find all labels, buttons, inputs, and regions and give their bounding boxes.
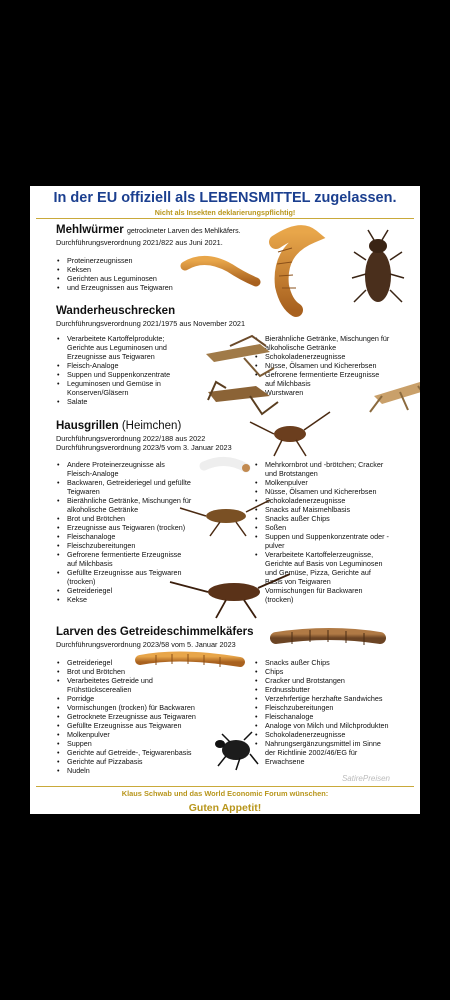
list-item: • Vormischungen (trocken) für Backwaren [56, 703, 221, 712]
list-item: • Bierähnliche Getränke, Mischungen für alkoholische Getränke [56, 496, 221, 514]
list-item: • Getrocknete Erzeugnisse aus Teigwaren [56, 712, 221, 721]
section-heading-note: getrockneter Larven des Mehlkäfers. [126, 228, 241, 235]
list-item: • Molkenpulver [254, 478, 419, 487]
list-item: • Mehrkornbrot und -brötchen; Cracker und Brotstangen [254, 460, 419, 478]
page-subtitle: Nicht als Insekten deklarierungspflichtig! [154, 208, 296, 217]
list-item: • Cracker und Brotstangen [254, 676, 419, 685]
list-item: • Andere Proteinerzeugnisse als Fleisch-Analoge [56, 460, 221, 478]
darkling-beetle-icon [352, 230, 404, 302]
locust-icon [208, 382, 278, 414]
list-item: • Brot und Brötchen [56, 514, 221, 523]
lesser-mealworm-larva-icon [140, 654, 240, 667]
list-item: • Proteinerzeugnissen [56, 256, 206, 265]
list-item: • Salate [56, 397, 216, 406]
mealworm-small-icon [185, 260, 256, 282]
watermark: SatirePreisen [341, 774, 390, 783]
section-heading-text: Mehlwürmer [56, 224, 124, 236]
divider [36, 786, 414, 787]
flyer-sheet [30, 186, 420, 814]
list-item: • Verarbeitete Kartoffelerzeugnisse, Gerichte auf Basis von Leguminosen und Gemüse, Pizza, Gerichte auf Basis von Teigwaren [254, 550, 419, 586]
list-item: • Gerichte auf Getreide-, Teigwarenbasis [56, 748, 221, 757]
list-item: • Molkenpulver [56, 730, 221, 739]
list-item: • Erdnussbutter [254, 685, 419, 694]
list-item: • Gerichte auf Pizzabasis [56, 757, 221, 766]
list-item: • Soßen [254, 523, 419, 532]
regulation-text: Durchführungsverordnung 2021/822 aus Juni 2021. [56, 238, 223, 247]
mealworm-large-icon [276, 232, 312, 310]
list-item: • Porridge [56, 694, 221, 703]
list-item: • Gerichten aus Leguminosen [56, 274, 206, 283]
regulation-text: Durchführungsverordnung 2022/188 aus 2022 Durchführungsverordnung 2023/5 vom 3. Januar 2023 [56, 434, 232, 452]
list-item: • Snacks auf Maismehlbasis [254, 505, 419, 514]
list-item: • Fleischzubereitungen [56, 541, 221, 550]
list-item: • Verzehrfertige herzhafte Sandwiches [254, 694, 419, 703]
list-item: • Verarbeitete Kartoffelprodukte; Gerichte aus Leguminosen und Erzeugnisse aus Teigwaren [56, 334, 216, 361]
list-item: • Fleischanaloge [56, 532, 221, 541]
list-item: • Leguminosen und Gemüse in Konserven/Gläsern [56, 379, 216, 397]
section-heading-text: Hausgrillen [56, 420, 119, 432]
list-item: • Gefüllte Erzeugnisse aus Teigwaren (trocken) [56, 568, 221, 586]
cricket-larva-icon [204, 461, 250, 472]
lesser-mealworm-beetle-icon [215, 732, 258, 770]
list-item: • Schokoladenerzeugnisse [254, 730, 419, 739]
section-heading-text: Larven des Getreideschimmelkäfers [56, 626, 254, 638]
list-item: • Erzeugnisse aus Teigwaren (trocken) [56, 523, 221, 532]
insect-illustrations [30, 186, 420, 786]
list-item: • Schokoladenerzeugnisse [254, 352, 419, 361]
list-item: • Vormischungen für Backwaren (trocken) [254, 586, 419, 604]
list-item: • Nüsse, Ölsamen und Kichererbsen [254, 487, 419, 496]
list-item: • Fleischzubereitungen [254, 703, 419, 712]
house-cricket-icon [180, 500, 270, 536]
list-item: • Nüsse, Ölsamen und Kichererbsen [254, 361, 419, 370]
regulation-text: Durchführungsverordnung 2023/58 vom 5. Januar 2023 [56, 640, 236, 649]
footer-line: Klaus Schwab und das World Economic Forum wünschen: [121, 789, 329, 798]
list-item: • Getreideriegel [56, 658, 221, 667]
list-item: • Fleischanaloge [254, 712, 419, 721]
list-item: • Gefüllte Erzeugnisse aus Teigwaren [56, 721, 221, 730]
list-item: • Suppen und Suppenkonzentrate [56, 370, 216, 379]
list-item: • Brot und Brötchen [56, 667, 221, 676]
lesser-mealworm-larva-icon [276, 630, 380, 645]
list-item: • Getreideriegel [56, 586, 221, 595]
list-item: • Wurstwaren [254, 388, 419, 397]
regulation-text: Durchführungsverordnung 2021/1975 aus November 2021 [56, 319, 246, 328]
list-item: • Gefrorene fermentierte Erzeugnisse auf Milchbasis [254, 370, 419, 388]
list-item: • Keksen [56, 265, 206, 274]
list-item: • Fleisch-Analoge [56, 361, 216, 370]
house-cricket-icon [170, 574, 290, 618]
list-item: • Suppen und Suppenkonzentrate oder - pulver [254, 532, 419, 550]
list-item: • Nudeln [56, 766, 221, 775]
list-item: • Nahrungsergänzungsmittel im Sinne der Richtlinie 2002/46/EG für Erwachsene [254, 739, 419, 766]
section-heading-note: (Heimchen) [121, 420, 182, 432]
list-item: • Chips [254, 667, 419, 676]
footer-closing: Guten Appetit! [188, 802, 262, 814]
list-item: • Gefrorene fermentierte Erzeugnisse auf Milchbasis [56, 550, 221, 568]
house-cricket-icon [250, 412, 330, 456]
list-item: • Snacks außer Chips [254, 658, 419, 667]
list-item: • Schokoladenerzeugnisse [254, 496, 419, 505]
locust-icon [370, 382, 420, 412]
list-item: • Backwaren, Getreideriegel und gefüllte Teigwaren [56, 478, 221, 496]
list-item: • Snacks außer Chips [254, 514, 419, 523]
list-item: • Suppen [56, 739, 221, 748]
locust-icon [206, 336, 274, 376]
list-item: • Verarbeitetes Getreide und Frühstückscerealien [56, 676, 221, 694]
page-title: In der EU offiziell als LEBENSMITTEL zugelassen. [53, 190, 397, 206]
list-item: • Bierähnliche Getränke, Mischungen für alkoholische Getränke [254, 334, 419, 352]
list-item: • Analoge von Milch und Milchprodukten [254, 721, 419, 730]
list-item: • und Erzeugnissen aus Teigwaren [56, 283, 206, 292]
list-item: • Kekse [56, 595, 221, 604]
section-heading-text: Wanderheuschrecken [56, 305, 176, 317]
